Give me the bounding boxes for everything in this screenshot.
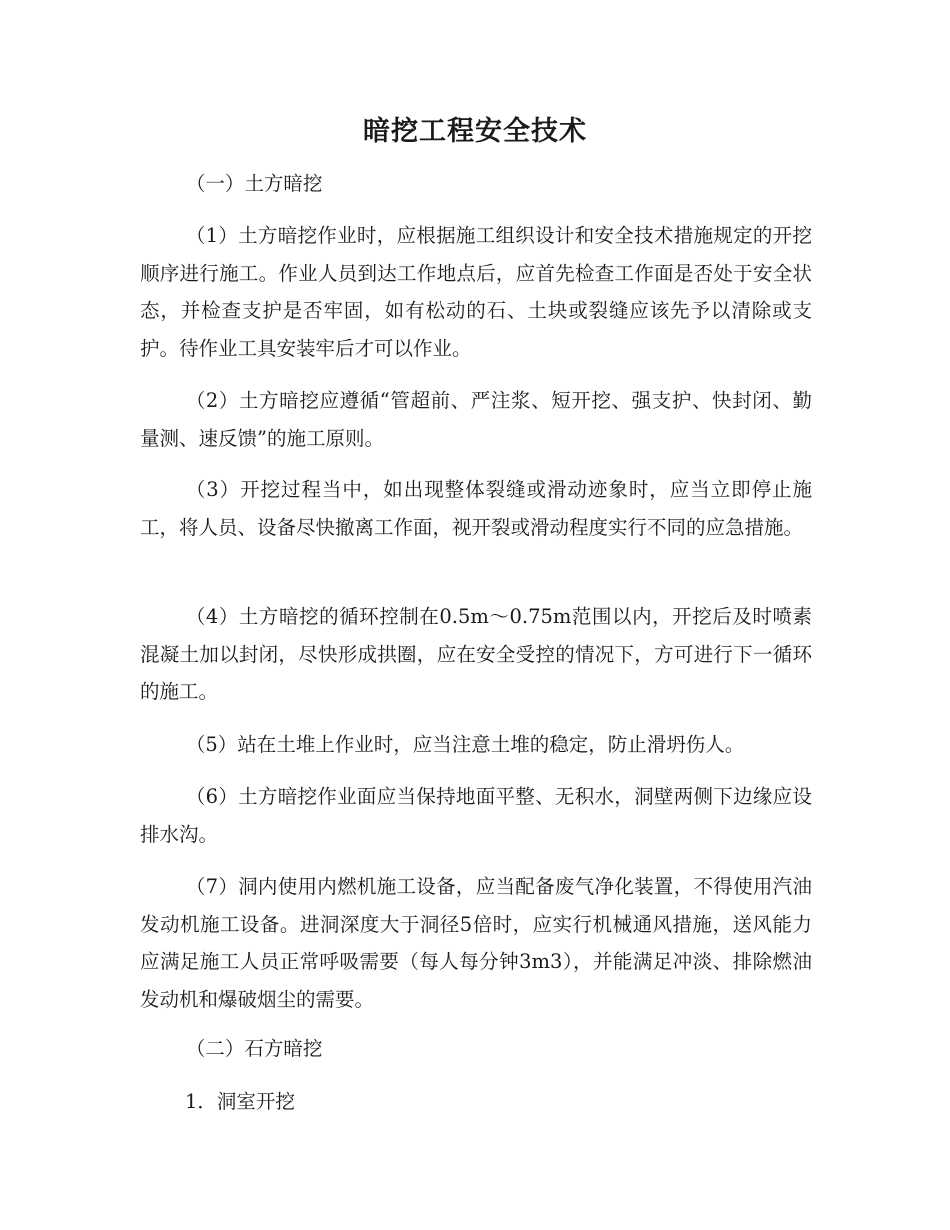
section-heading-earth-excavation: （一）土方暗挖 — [185, 172, 323, 195]
paragraph-1: （1）土方暗挖作业时，应根据施工组织设计和安全技术措施规定的开挖顺序进行施工。作业人员到达工作地点后，应首先检查工作面是否处于安全状态，并检查支护是否牢固，如有松动的石、土块或裂缝应该先予以清除或支护。待作业工具安装牢后才可以作业。 — [140, 224, 812, 360]
paragraph-7: （7）洞内使用内燃机施工设备，应当配备废气净化装置，不得使用汽油发动机施工设备。进洞深度大于洞径5倍时，应实行机械通风措施，送风能力应满足施工人员正常呼吸需要（每人每分钟3m3），并能满足冲淡、排除燃油发动机和爆破烟尘的需要。 — [140, 875, 812, 1011]
paragraph-6: （6）土方暗挖作业面应当保持地面平整、无积水，洞壁两侧下边缘应设排水沟。 — [140, 785, 812, 846]
paragraph-3: （3）开挖过程当中，如出现整体裂缝或滑动迹象时，应当立即停止施工，将人员、设备尽快撤离工作面，视开裂或滑动程度实行不同的应急措施。 — [140, 478, 812, 539]
paragraph-4: （4）土方暗挖的循环控制在0.5m～0.75m范围以内，开挖后及时喷素混凝土加以封闭，尽快形成拱圈，应在安全受控的情况下，方可进行下一循环的施工。 — [140, 605, 812, 703]
document-title: 暗挖工程安全技术 — [363, 116, 587, 147]
subsection-heading-chamber-excavation: 1．洞室开挖 — [185, 1090, 295, 1113]
section-heading-rock-excavation: （二）石方暗挖 — [185, 1037, 323, 1060]
paragraph-2: （2）土方暗挖应遵循“管超前、严注浆、短开挖、强支护、快封闭、勤量测、速反馈”的施工原则。 — [140, 389, 812, 450]
paragraph-5: （5）站在土堆上作业时，应当注意土堆的稳定，防止滑坍伤人。 — [185, 733, 745, 756]
